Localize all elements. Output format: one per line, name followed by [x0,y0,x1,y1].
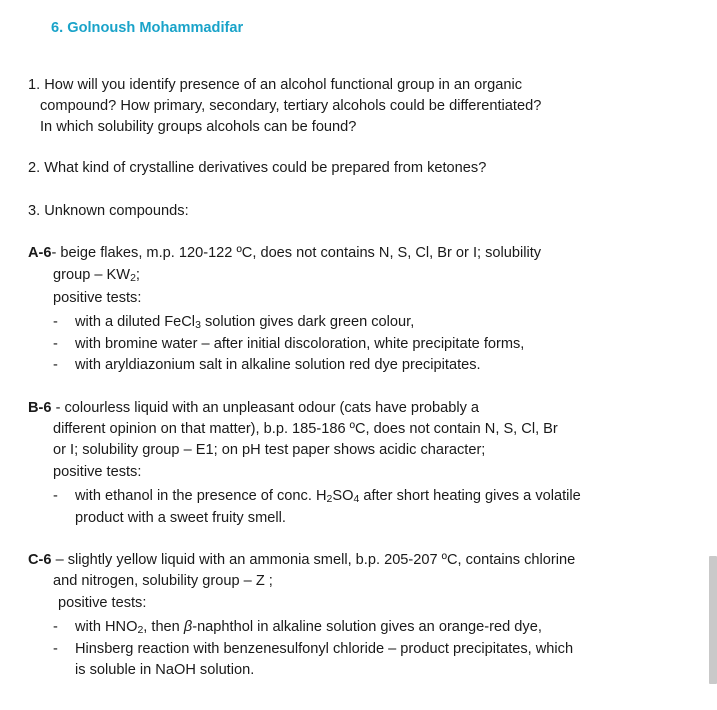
compound-a6-test-3: with aryldiazonium salt in alkaline solution red dye precipitates. [75,357,481,373]
compound-c6-line-2: and nitrogen, solubility group – Z ; [53,573,273,589]
compound-c6-test-2: Hinsberg reaction with benzenesulfonyl chloride – product precipitates, which [75,641,574,657]
compound-a6-positive-tests: positive tests: [53,290,142,306]
compound-a6-line-2: group – $KW_2$; [53,267,140,284]
compound-c6-positive-tests: positive tests: [58,595,147,611]
compound-b6-positive-tests: positive tests: [53,464,142,480]
compound-c6-test-2-cont: is soluble in NaOH solution. [75,662,255,678]
compound-b6-line-3: or I; solubility group – E1; on pH test paper shows acidic character; [53,442,486,458]
compound-c6-line-1: C-6 – slightly yellow liquid with an ammonia smell, b.p. 205-207 ºC, contains chlorine [28,552,576,568]
compound-a6-line-1: A-6- beige flakes, m.p. 120-122 ºC, does not contains N, S, Cl, Br or I; solubility [28,245,542,261]
page-title: 6. Golnoush Mohammadifar [51,20,244,36]
scrollbar-thumb[interactable] [709,556,717,684]
bullet-dash: - [53,619,58,635]
compound-c6-test-1: with $HNO_2$, then β-naphthol in alkaline solution gives an orange-red dye, [75,619,542,636]
question-1-line-1: 1. How will you identify presence of an alcohol functional group in an organic [28,77,523,93]
compound-b6-line-1: B-6 - colourless liquid with an unpleasant odour (cats have probably a [28,400,480,416]
compound-b6-test-1-cont: product with a sweet fruity smell. [75,510,286,526]
compound-b6-label: B-6 [28,400,52,416]
bullet-dash: - [53,314,58,330]
compound-b6-line-2: different opinion on that matter), b.p. 185-186 ºC, does not contain N, S, Cl, Br [53,421,558,437]
compound-b6-test-1: with ethanol in the presence of conc. $H_2SO_4$ after short heating gives a volatile [75,488,581,505]
compound-a6-label: A-6 [28,245,52,261]
compound-c6-label: C-6 [28,552,52,568]
compound-a6-test-2: with bromine water – after initial discoloration, white precipitate forms, [75,336,525,352]
bullet-dash: - [53,357,58,373]
question-2: 2. What kind of crystalline derivatives could be prepared from ketones? [28,160,487,176]
bullet-dash: - [53,488,58,504]
compound-a6-test-1: with a diluted FeCl$_3$ solution gives dark green colour, [75,314,415,331]
question-1-line-2: compound? How primary, secondary, tertiary alcohols could be differentiated? [40,98,542,114]
bullet-dash: - [53,336,58,352]
question-3: 3. Unknown compounds: [28,203,189,219]
question-1-line-3: In which solubility groups alcohols can be found? [40,119,357,135]
bullet-dash: - [53,641,58,657]
